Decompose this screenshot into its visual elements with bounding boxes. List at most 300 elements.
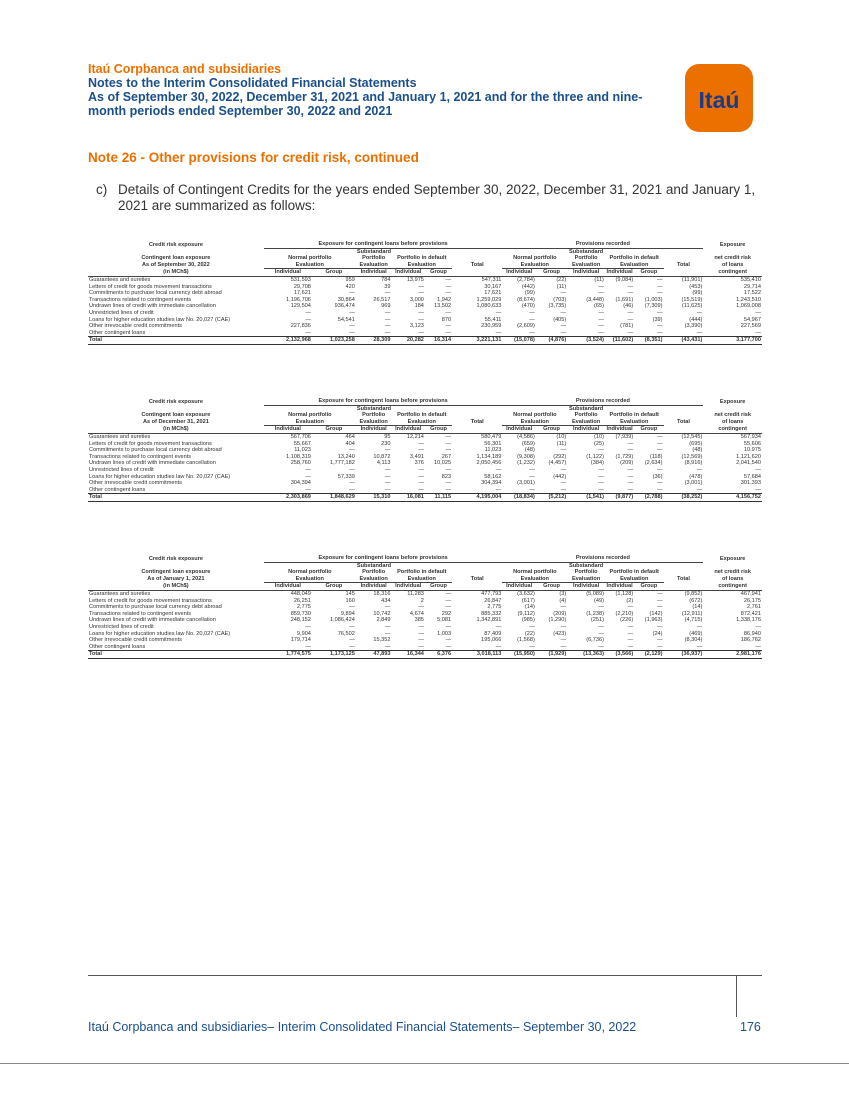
value-cell: 547,311 <box>481 276 502 283</box>
value-cell: — <box>627 473 634 480</box>
value-cell: — <box>384 309 391 316</box>
value-cell: 230,959 <box>481 323 502 330</box>
substandard-portfolio-header: Substandard Portfolio <box>356 562 392 576</box>
table-cell <box>452 405 502 419</box>
header-row-4 <box>88 269 762 277</box>
value-cell: — <box>627 316 634 323</box>
value-cell: — <box>495 309 502 316</box>
value-cell: (48) <box>524 447 535 454</box>
total-value-cell: 16,081 <box>391 494 424 502</box>
contingent-credits-table-dec-2021 <box>88 398 762 502</box>
value-cell: — <box>598 323 604 330</box>
value-cell: (478) <box>689 473 703 480</box>
value-cell: — <box>627 290 634 297</box>
value-cell: — <box>384 480 391 487</box>
value-cell: 57,684 <box>743 473 761 480</box>
value-cell: — <box>560 323 567 330</box>
value-cell: — <box>560 290 567 297</box>
value-cell: — <box>627 480 634 487</box>
value-cell: (5,089) <box>586 590 604 597</box>
row-label: Unrestricted lines of credit <box>89 309 154 316</box>
table-row <box>88 284 762 291</box>
value-cell: 17,522 <box>743 290 761 297</box>
total-value-cell: 28,309 <box>356 337 392 345</box>
value-cell: 86,940 <box>743 630 761 637</box>
evaluation-header: Evaluation <box>502 576 567 583</box>
individual-subheader: Individual <box>502 269 535 277</box>
page-number: 176 <box>740 1020 761 1034</box>
value-cell: (36) <box>652 473 663 480</box>
value-cell: (14) <box>524 604 535 611</box>
total-row <box>88 651 762 659</box>
table-row <box>88 474 762 481</box>
value-cell: 936,474 <box>334 303 355 310</box>
value-cell: — <box>529 473 535 480</box>
individual-subheader: Individual <box>391 426 424 434</box>
value-cell: — <box>445 276 452 283</box>
value-cell: — <box>598 283 604 290</box>
total-value-cell: (2,788) <box>634 494 663 502</box>
value-cell: 1,003 <box>437 630 452 637</box>
portfolio-in-default-header: Portfolio in default <box>609 569 659 576</box>
period-line-1: As of September 30, 2022, December 31, 2021 and January 1, 2021 and for the three and nine- <box>88 90 643 104</box>
value-cell: — <box>656 480 663 487</box>
value-cell: — <box>384 604 391 611</box>
evaluation-header: Evaluation <box>391 576 452 583</box>
value-cell: — <box>452 487 502 494</box>
value-cell: — <box>696 309 703 316</box>
value-cell: — <box>656 637 663 644</box>
value-cell: (25) <box>593 440 604 447</box>
value-cell: (444) <box>689 316 703 323</box>
total-value-cell: 15,310 <box>356 494 392 502</box>
total-row <box>88 494 762 502</box>
value-cell: — <box>264 330 312 337</box>
portfolio-in-default-header: Portfolio in default <box>397 569 447 576</box>
value-cell: — <box>656 604 663 611</box>
total-value-cell: (3,524) <box>567 337 605 345</box>
row-label: Other contingent loans <box>88 644 264 651</box>
value-cell: 95 <box>384 433 391 440</box>
value-cell: — <box>598 309 604 316</box>
value-cell: — <box>664 644 704 651</box>
row-label: Commitments to purchase local currency debt abroad <box>89 604 222 611</box>
value-cell: — <box>384 447 391 454</box>
value-cell: (423) <box>553 630 567 637</box>
evaluation-header: Evaluation <box>264 576 356 583</box>
value-cell: 26,175 <box>743 597 761 604</box>
net-credit-risk-header: net credit risk <box>714 412 751 419</box>
value-cell: (8,916) <box>684 460 703 467</box>
value-cell: 26,517 <box>373 296 391 303</box>
value-cell: (4,715) <box>684 617 703 624</box>
credit-risk-exposure-header: Credit risk exposure <box>148 398 203 405</box>
individual-subheader: Individual <box>391 583 424 591</box>
value-cell: (2,784) <box>517 276 535 283</box>
value-cell: 54,541 <box>337 316 355 323</box>
value-cell: (1,568) <box>517 637 535 644</box>
value-cell: — <box>656 623 663 630</box>
value-cell: (10) <box>556 433 567 440</box>
group-subheader: Group <box>536 269 567 277</box>
value-cell: — <box>664 487 704 494</box>
value-cell: — <box>634 644 663 651</box>
value-cell: — <box>418 604 424 611</box>
value-cell: — <box>598 316 604 323</box>
value-cell: — <box>502 644 535 651</box>
table-row <box>88 624 762 631</box>
value-cell: 39 <box>384 283 391 290</box>
normal-portfolio-header: Normal portfolio <box>513 412 557 419</box>
value-cell: 535,410 <box>740 276 761 283</box>
value-cell: 5,081 <box>437 617 452 624</box>
value-cell: (470) <box>521 303 535 310</box>
value-cell: (22) <box>556 276 567 283</box>
group-subheader: Group <box>425 269 452 277</box>
contingent-header: contingent <box>703 269 762 277</box>
value-cell: (3,001) <box>517 480 535 487</box>
value-cell: — <box>312 644 356 651</box>
value-cell: — <box>755 466 761 473</box>
value-cell: — <box>418 440 424 447</box>
contingent-loan-exposure-header: Contingent loan exposure <box>141 569 211 576</box>
value-cell: (2,210) <box>615 610 634 617</box>
value-cell: — <box>384 323 391 330</box>
value-cell: — <box>627 637 634 644</box>
contingent-loan-exposure-header: Contingent loan exposure <box>141 255 211 262</box>
value-cell: — <box>598 604 604 611</box>
portfolio-in-default-header: Portfolio in default <box>397 412 447 419</box>
table-row <box>88 290 762 297</box>
substandard-portfolio-header: Substandard Portfolio <box>569 405 604 419</box>
value-cell: — <box>425 644 452 651</box>
header-row-2 <box>88 248 762 262</box>
value-cell: — <box>627 630 634 637</box>
value-cell: (1,691) <box>615 296 634 303</box>
value-cell: 3,000 <box>409 296 424 303</box>
group-subheader: Group <box>425 426 452 434</box>
value-cell: (209) <box>553 610 567 617</box>
value-cell: 13,240 <box>337 453 355 460</box>
value-cell: (4,457) <box>548 460 567 467</box>
value-cell: — <box>656 290 663 297</box>
value-cell: (1,128) <box>615 590 634 597</box>
row-label: Unrestricted lines of credit <box>89 466 154 473</box>
value-cell: 1,243,510 <box>736 296 761 303</box>
value-cell: — <box>445 590 452 597</box>
value-cell: 145 <box>345 590 355 597</box>
value-cell: 58,162 <box>484 473 502 480</box>
value-cell: 55,411 <box>484 316 502 323</box>
value-cell: — <box>560 604 567 611</box>
value-cell: 30,167 <box>484 283 502 290</box>
portfolio-in-default-header: Portfolio in default <box>397 255 447 262</box>
value-cell: — <box>349 309 355 316</box>
group-subheader: Group <box>312 583 356 591</box>
value-cell: 227,569 <box>740 323 761 330</box>
value-cell: — <box>312 330 356 337</box>
value-cell: — <box>703 487 762 494</box>
total-value-cell: 3,018,113 <box>452 651 502 659</box>
exposure-header: Exposure <box>719 241 746 248</box>
total-value-cell: 1,848,629 <box>312 494 356 502</box>
value-cell: 160 <box>345 597 355 604</box>
value-cell: (1,729) <box>615 453 634 460</box>
value-cell: 2,775 <box>487 604 502 611</box>
value-cell: — <box>418 473 424 480</box>
total-header: Total <box>470 419 484 426</box>
normal-portfolio-header: Normal portfolio <box>288 255 332 262</box>
value-cell: (985) <box>521 617 535 624</box>
total-value-cell: (11,602) <box>605 337 634 345</box>
evaluation-header: Evaluation <box>391 419 452 426</box>
individual-subheader: Individual <box>264 269 312 277</box>
as-of-date: As of September 30, 2022 <box>142 262 210 269</box>
value-cell: 823 <box>441 473 452 480</box>
row-label: Transactions related to contingent events <box>89 453 192 460</box>
value-cell: — <box>567 644 605 651</box>
row-label: Loans for higher education studies law No. 20,027 (CAE) <box>89 473 231 480</box>
value-cell: (99) <box>524 290 535 297</box>
value-cell: — <box>598 447 604 454</box>
value-cell: — <box>502 487 535 494</box>
table-row <box>88 467 762 474</box>
value-cell: (251) <box>590 617 604 624</box>
table-row <box>88 433 762 440</box>
value-cell: 10,742 <box>373 610 391 617</box>
total-value-cell: (8,351) <box>634 337 663 345</box>
provisions-recorded-header: Provisions recorded <box>502 398 703 405</box>
provisions-recorded-header: Provisions recorded <box>502 555 703 562</box>
substandard-portfolio-header: Substandard Portfolio <box>569 248 604 262</box>
row-label: Undrawn lines of credit with immediate cancellation <box>89 460 216 467</box>
total-value-cell: (1,929) <box>536 651 567 659</box>
value-cell: 9,904 <box>296 630 311 637</box>
evaluation-header: Evaluation <box>356 576 392 583</box>
document-title: Notes to the Interim Consolidated Financial Statements <box>88 76 417 90</box>
value-cell: 10,872 <box>373 453 391 460</box>
value-cell: (1,003) <box>644 296 663 303</box>
table-row <box>88 611 762 618</box>
value-cell: (11,625) <box>681 303 703 310</box>
individual-subheader: Individual <box>264 426 312 434</box>
value-cell: 10,025 <box>434 460 452 467</box>
value-cell: 448,049 <box>290 590 311 597</box>
table-cell <box>664 248 704 262</box>
value-cell: 179,714 <box>290 637 311 644</box>
value-cell: (703) <box>553 296 567 303</box>
of-loans-header: of loans <box>721 262 744 269</box>
table-cell <box>452 269 502 277</box>
net-credit-risk-header: net credit risk <box>714 255 751 262</box>
evaluation-header: Evaluation <box>264 419 356 426</box>
value-cell: 304,394 <box>290 480 311 487</box>
total-value-cell: (15,078) <box>502 337 535 345</box>
value-cell: — <box>627 623 634 630</box>
value-cell: — <box>656 433 663 440</box>
data-table <box>88 241 762 345</box>
value-cell: (3,390) <box>684 323 703 330</box>
table-row <box>88 454 762 461</box>
normal-portfolio-header: Normal portfolio <box>513 569 557 576</box>
value-cell: (453) <box>689 283 703 290</box>
value-cell: 195,066 <box>481 637 502 644</box>
individual-subheader: Individual <box>391 269 424 277</box>
total-value-cell: (3,566) <box>605 651 634 659</box>
intro-text: Details of Contingent Credits for the years ended September 30, 2022, December 31, 2021 and January 1, 2021 are summarized as follows: <box>118 182 756 213</box>
group-subheader: Group <box>312 269 356 277</box>
data-table <box>88 398 762 502</box>
value-cell: (12,545) <box>681 433 703 440</box>
value-cell: (6,736) <box>586 637 604 644</box>
table-row <box>88 637 762 644</box>
value-cell: 1,338,176 <box>736 617 761 624</box>
header-row-4 <box>88 583 762 591</box>
row-label: Letters of credit for goods movement transactions <box>89 440 212 447</box>
value-cell: 30,864 <box>337 296 355 303</box>
value-cell: 2,849 <box>376 617 391 624</box>
value-cell: 404 <box>345 440 355 447</box>
value-cell: — <box>536 487 567 494</box>
value-cell: (442) <box>521 283 535 290</box>
total-value-cell: 11,115 <box>425 494 452 502</box>
of-loans-header: of loans <box>721 419 744 426</box>
evaluation-header: Evaluation <box>567 576 605 583</box>
row-label: Other contingent loans <box>88 487 264 494</box>
value-cell: (659) <box>521 440 535 447</box>
value-cell: — <box>529 623 535 630</box>
value-cell: 76,502 <box>337 630 355 637</box>
value-cell: 55,667 <box>293 440 311 447</box>
value-cell: — <box>755 623 761 630</box>
value-cell: — <box>445 623 452 630</box>
row-label: Loans for higher education studies law No. 20,027 (CAE) <box>89 316 231 323</box>
header-row-4 <box>88 426 762 434</box>
value-cell: 292 <box>441 610 452 617</box>
individual-subheader: Individual <box>606 269 633 276</box>
evaluation-header: Evaluation <box>567 419 605 426</box>
evaluation-header: Evaluation <box>567 262 605 269</box>
itau-logo <box>685 64 753 132</box>
value-cell: — <box>349 447 355 454</box>
value-cell: 1,942 <box>437 296 452 303</box>
value-cell: — <box>605 487 634 494</box>
individual-subheader: Individual <box>567 269 605 277</box>
value-cell: 885,332 <box>481 610 502 617</box>
value-cell: — <box>445 283 452 290</box>
value-cell: 13,975 <box>406 276 424 283</box>
row-label: Transactions related to contingent events <box>89 296 192 303</box>
value-cell: 2,050,456 <box>476 460 502 467</box>
header-row-3 <box>88 576 762 583</box>
value-cell: — <box>418 637 424 644</box>
value-cell: (8,674) <box>517 296 535 303</box>
value-cell: (3,632) <box>517 590 535 597</box>
as-of-date: As of December 31, 2021 <box>142 419 209 426</box>
value-cell: (2,609) <box>517 323 535 330</box>
page-header <box>88 62 648 118</box>
value-cell: 4,113 <box>376 460 391 467</box>
value-cell: (65) <box>593 303 604 310</box>
row-label: Guarantees and sureties <box>89 590 151 597</box>
value-cell: 129,504 <box>290 303 311 310</box>
value-cell: 464 <box>345 433 355 440</box>
value-cell: — <box>536 330 567 337</box>
individual-subheader: Individual <box>356 269 392 277</box>
row-label: Guarantees and sureties <box>89 433 151 440</box>
table-cell <box>452 426 502 434</box>
table-row <box>88 631 762 638</box>
value-cell: — <box>445 480 452 487</box>
value-cell: — <box>755 309 761 316</box>
individual-subheader: Individual <box>606 426 633 433</box>
total-value-cell: 4,156,752 <box>703 494 762 502</box>
value-cell: (8,304) <box>684 637 703 644</box>
table-row <box>88 441 762 448</box>
evaluation-header: Evaluation <box>391 262 452 269</box>
table-row <box>88 480 762 487</box>
value-cell: — <box>696 466 703 473</box>
value-cell: — <box>634 487 663 494</box>
table-row <box>88 460 762 467</box>
table-cell <box>452 562 502 576</box>
value-cell: (7,309) <box>644 303 663 310</box>
value-cell: (209) <box>620 460 634 467</box>
total-header: Total <box>676 576 690 583</box>
total-value-cell: 1,774,575 <box>264 651 312 659</box>
value-cell: 784 <box>381 276 391 283</box>
value-cell: (22) <box>524 630 535 637</box>
group-subheader: Group <box>536 426 567 434</box>
individual-subheader: Individual <box>264 583 312 591</box>
net-credit-risk-header: net credit risk <box>714 569 751 576</box>
table-cell <box>664 426 704 434</box>
note-title: Note 26 - Other provisions for credit risk, continued <box>88 150 419 165</box>
value-cell: — <box>349 323 355 330</box>
value-cell: (12,569) <box>681 453 703 460</box>
contingent-credits-table-sep-2022 <box>88 241 762 345</box>
table-cell <box>664 269 704 277</box>
provisions-recorded-header: Provisions recorded <box>502 241 703 248</box>
total-value-cell: 3,177,700 <box>703 337 762 345</box>
total-value-cell: (9,877) <box>605 494 634 502</box>
total-label: Total <box>88 494 264 502</box>
value-cell: — <box>529 309 535 316</box>
table-row <box>88 598 762 605</box>
table-row <box>88 644 762 651</box>
value-cell: 54,967 <box>743 316 761 323</box>
total-value-cell: (15,950) <box>502 651 535 659</box>
value-cell: — <box>634 330 663 337</box>
value-cell: — <box>356 330 392 337</box>
value-cell: (49) <box>593 597 604 604</box>
value-cell: (39) <box>652 316 663 323</box>
value-cell: — <box>425 487 452 494</box>
value-cell: — <box>529 316 535 323</box>
total-value-cell: 6,376 <box>425 651 452 659</box>
exposure-before-provisions-header: Exposure for contingent loans before provisions <box>264 241 503 248</box>
header-row-3 <box>88 419 762 426</box>
table-row <box>88 330 762 337</box>
exposure-header: Exposure <box>719 398 746 405</box>
value-cell: 301,393 <box>740 480 761 487</box>
value-cell: — <box>418 309 424 316</box>
normal-portfolio-header: Normal portfolio <box>288 569 332 576</box>
total-value-cell: (13,363) <box>567 651 605 659</box>
table-row <box>88 590 762 597</box>
company-name: Itaú Corpbanca and subsidiaries <box>88 62 282 76</box>
value-cell: 1,108,319 <box>286 453 311 460</box>
